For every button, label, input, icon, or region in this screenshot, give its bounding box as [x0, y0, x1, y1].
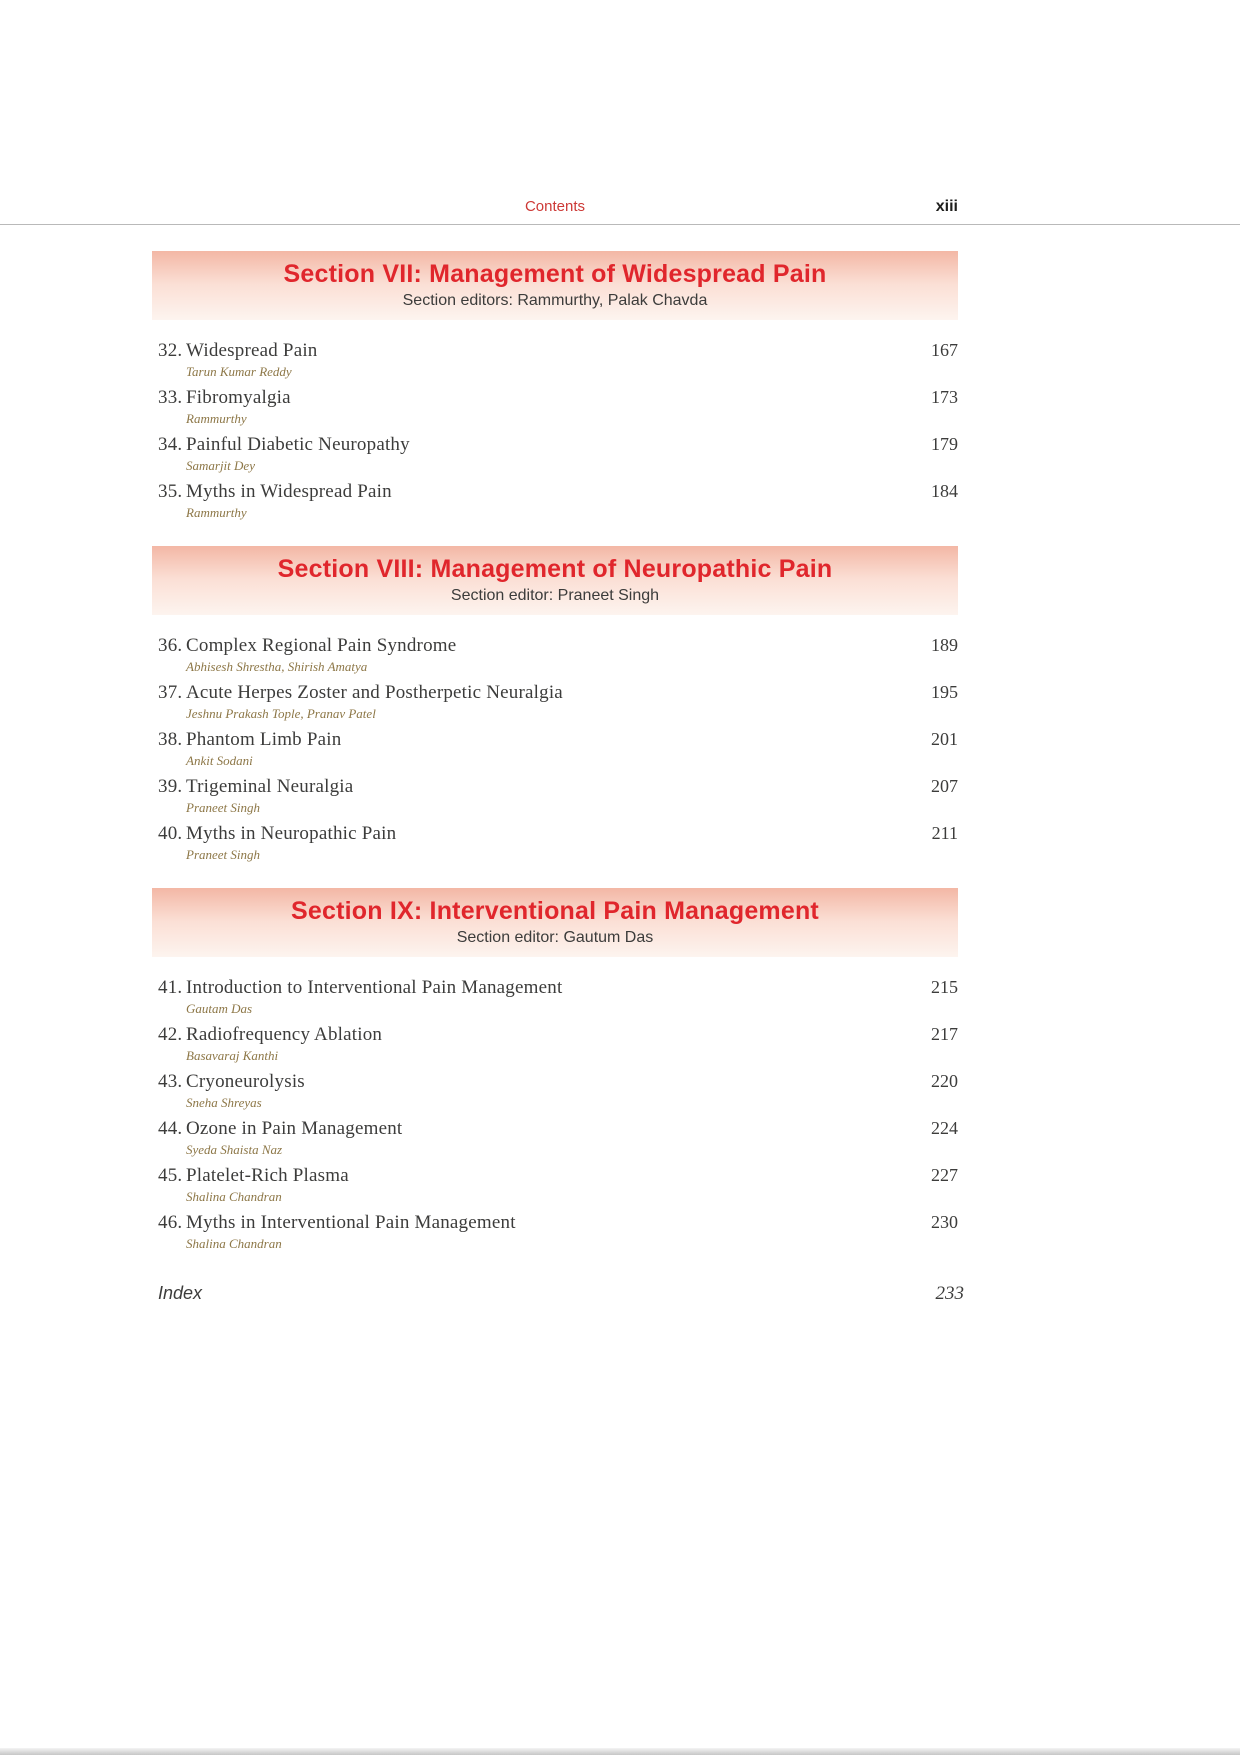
chapter-page-number: 207 — [931, 776, 958, 796]
chapter-page-number: 227 — [931, 1165, 958, 1185]
toc-entry — [158, 975, 958, 1016]
chapter-title: Complex Regional Pain Syndrome — [186, 635, 457, 656]
toc-entry — [158, 633, 958, 674]
chapter-titleline — [158, 680, 563, 705]
chapter-main — [158, 385, 291, 426]
section-editors: Section editors: Rammurthy, Palak Chavda — [402, 292, 708, 309]
chapter-title: Myths in Interventional Pain Management — [186, 1212, 516, 1233]
chapter-titleline — [158, 1116, 402, 1141]
chapter-titleline — [158, 1210, 516, 1235]
chapter-title: Ozone in Pain Management — [186, 1118, 403, 1139]
chapter-titleline — [158, 1069, 305, 1094]
toc-entry — [158, 1069, 958, 1110]
chapter-main — [158, 432, 410, 473]
chapter-page-number: 167 — [931, 340, 958, 360]
chapter-main — [158, 1069, 305, 1110]
section-banner — [152, 251, 958, 320]
chapter-authors: Abhisesh Shrestha, Shirish Amatya — [186, 659, 368, 674]
chapter-number: 35. — [158, 481, 183, 502]
chapter-title: Platelet-Rich Plasma — [186, 1165, 349, 1186]
chapter-authors: Shalina Chandran — [186, 1189, 282, 1204]
chapter-page-number: 189 — [931, 635, 958, 655]
chapter-authors: Rammurthy — [186, 411, 247, 426]
folio-page-number: xiii — [935, 198, 958, 215]
chapter-number: 46. — [158, 1212, 183, 1233]
chapter-authors: Rammurthy — [186, 505, 247, 520]
chapter-page-number: 195 — [931, 682, 958, 702]
chapter-main — [158, 1116, 402, 1157]
toc-section — [152, 888, 958, 1251]
chapter-number: 40. — [158, 823, 183, 844]
toc-section — [152, 251, 958, 520]
chapter-authors: Praneet Singh — [186, 847, 261, 862]
chapter-number: 39. — [158, 776, 183, 797]
section-title: Section IX: Interventional Pain Management — [291, 897, 819, 925]
toc-entry — [158, 1163, 958, 1204]
chapter-title: Fibromyalgia — [186, 387, 291, 408]
toc-entry — [158, 385, 958, 426]
chapter-main — [158, 821, 396, 862]
chapter-authors: Syeda Shaista Naz — [186, 1142, 283, 1157]
chapter-title: Myths in Neuropathic Pain — [186, 823, 397, 844]
page-bottom-edge — [0, 1748, 1240, 1755]
chapter-titleline — [158, 633, 456, 658]
chapter-main — [158, 479, 392, 520]
chapter-page-number: 211 — [931, 823, 958, 843]
chapter-number: 32. — [158, 340, 183, 361]
chapter-title: Radiofrequency Ablation — [186, 1024, 383, 1045]
chapter-list — [152, 633, 958, 862]
chapter-authors: Gautam Das — [186, 1001, 253, 1016]
chapter-page-number: 230 — [931, 1212, 958, 1232]
chapter-number: 44. — [158, 1118, 183, 1139]
toc-section — [152, 546, 958, 862]
chapter-main — [158, 1210, 516, 1251]
chapter-main — [158, 680, 563, 721]
toc-entry — [158, 1022, 958, 1063]
chapter-title: Widespread Pain — [186, 340, 318, 361]
chapter-titleline — [158, 727, 341, 752]
chapter-title: Cryoneurolysis — [186, 1071, 305, 1092]
chapter-number: 36. — [158, 635, 183, 656]
chapter-page-number: 217 — [931, 1024, 958, 1044]
chapter-number: 37. — [158, 682, 183, 703]
chapter-titleline — [158, 975, 562, 1000]
chapter-authors: Ankit Sodani — [186, 753, 253, 768]
chapter-title: Phantom Limb Pain — [186, 729, 342, 750]
chapter-number: 38. — [158, 729, 183, 750]
chapter-titleline — [158, 774, 353, 799]
chapter-authors: Basavaraj Kanthi — [186, 1048, 279, 1063]
table-of-contents — [152, 251, 958, 1251]
chapter-main — [158, 1022, 382, 1063]
chapter-title: Acute Herpes Zoster and Postherpetic Neuralgia — [186, 682, 563, 703]
chapter-titleline — [158, 1022, 382, 1047]
chapter-title: Introduction to Interventional Pain Management — [186, 977, 563, 998]
chapter-main — [158, 1163, 349, 1204]
toc-entry — [158, 338, 958, 379]
chapter-titleline — [158, 479, 392, 504]
index-label: Index — [158, 1283, 203, 1303]
section-editors: Section editor: Gautum Das — [456, 929, 654, 946]
chapter-page-number: 201 — [931, 729, 958, 749]
toc-entry — [158, 479, 958, 520]
chapter-page-number: 220 — [931, 1071, 958, 1091]
chapter-authors: Jeshnu Prakash Tople, Pranav Patel — [186, 706, 376, 721]
chapter-list — [152, 338, 958, 520]
chapter-title: Painful Diabetic Neuropathy — [186, 434, 410, 455]
chapter-number: 34. — [158, 434, 183, 455]
chapter-titleline — [158, 1163, 349, 1188]
toc-entry — [158, 774, 958, 815]
running-header — [152, 198, 958, 218]
chapter-number: 41. — [158, 977, 183, 998]
toc-entry — [158, 680, 958, 721]
chapter-authors: Praneet Singh — [186, 800, 261, 815]
section-banner — [152, 546, 958, 615]
index-page-number: 233 — [935, 1283, 964, 1304]
chapter-number: 45. — [158, 1165, 183, 1186]
chapter-titleline — [158, 821, 396, 846]
chapter-page-number: 184 — [931, 481, 958, 501]
section-title: Section VIII: Management of Neuropathic Pain — [277, 555, 833, 583]
running-head-title: Contents — [524, 198, 586, 215]
chapter-list — [152, 975, 958, 1251]
toc-entry — [158, 1116, 958, 1157]
chapter-number: 43. — [158, 1071, 183, 1092]
chapter-titleline — [158, 432, 410, 457]
chapter-title: Myths in Widespread Pain — [186, 481, 392, 502]
toc-entry — [158, 432, 958, 473]
header-rule — [0, 224, 1240, 225]
section-title: Section VII: Management of Widespread Pain — [283, 260, 827, 288]
chapter-titleline — [158, 385, 291, 410]
chapter-main — [158, 774, 353, 815]
chapter-number: 42. — [158, 1024, 183, 1045]
chapter-page-number: 215 — [931, 977, 958, 997]
chapter-authors: Shalina Chandran — [186, 1236, 282, 1251]
chapter-titleline — [158, 338, 318, 363]
chapter-number: 33. — [158, 387, 183, 408]
chapter-page-number: 173 — [931, 387, 958, 407]
chapter-authors: Tarun Kumar Reddy — [186, 364, 292, 379]
toc-entry — [158, 1210, 958, 1251]
toc-entry — [158, 821, 958, 862]
chapter-main — [158, 975, 562, 1016]
chapter-authors: Samarjit Dey — [186, 458, 255, 473]
section-banner — [152, 888, 958, 957]
chapter-page-number: 224 — [931, 1118, 958, 1138]
chapter-main — [158, 727, 341, 768]
toc-entry — [158, 727, 958, 768]
chapter-title: Trigeminal Neuralgia — [186, 776, 354, 797]
chapter-main — [158, 633, 456, 674]
chapter-page-number: 179 — [931, 434, 958, 454]
chapter-authors: Sneha Shreyas — [186, 1095, 262, 1110]
index-entry — [152, 1283, 964, 1305]
chapter-main — [158, 338, 318, 379]
section-editors: Section editor: Praneet Singh — [450, 587, 660, 604]
